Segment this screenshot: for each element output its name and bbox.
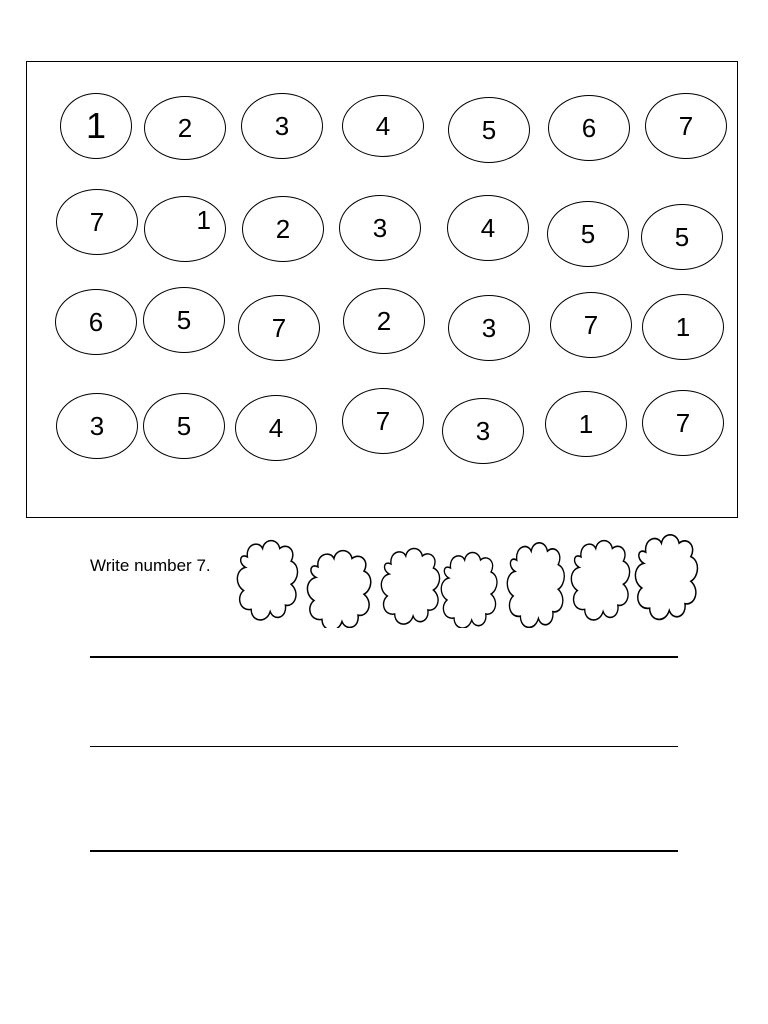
number-oval: 1: [144, 196, 226, 262]
cloud-shape: [571, 541, 629, 620]
exercise-prompt: Write number 7.: [90, 556, 211, 575]
number-oval: 7: [56, 189, 138, 255]
number-oval: 3: [56, 393, 138, 459]
number-oval: 4: [342, 95, 424, 157]
number-oval: 2: [144, 96, 226, 160]
number-oval: 5: [641, 204, 723, 270]
number-oval: 3: [448, 295, 530, 361]
number-oval: 6: [55, 289, 137, 355]
number-oval: 7: [238, 295, 320, 361]
cloud-shape: [635, 535, 697, 620]
number-oval: 3: [241, 93, 323, 159]
cloud-shape: [307, 551, 370, 628]
number-oval: 5: [448, 97, 530, 163]
cloud-shape: [507, 543, 564, 628]
number-oval: 3: [442, 398, 524, 464]
number-oval: 1: [60, 93, 132, 159]
number-oval: 5: [547, 201, 629, 267]
number-oval: 5: [143, 287, 225, 353]
number-oval: 1: [642, 294, 724, 360]
cloud-shape: [237, 541, 297, 620]
number-oval: 1: [545, 391, 627, 457]
cloud-shape: [381, 549, 439, 625]
number-oval: 4: [235, 395, 317, 461]
cloud-row: [230, 528, 710, 628]
number-oval: 4: [447, 195, 529, 261]
writing-line: [90, 850, 678, 852]
writing-line: [90, 656, 678, 658]
number-oval: 2: [343, 288, 425, 354]
number-oval: 2: [242, 196, 324, 262]
number-oval: 5: [143, 393, 225, 459]
number-oval: 6: [548, 95, 630, 161]
number-oval: 7: [550, 292, 632, 358]
number-oval: 7: [342, 388, 424, 454]
writing-line: [90, 746, 678, 747]
number-oval: 7: [642, 390, 724, 456]
number-oval: 3: [339, 195, 421, 261]
cloud-shape: [441, 553, 497, 629]
number-oval: 7: [645, 93, 727, 159]
